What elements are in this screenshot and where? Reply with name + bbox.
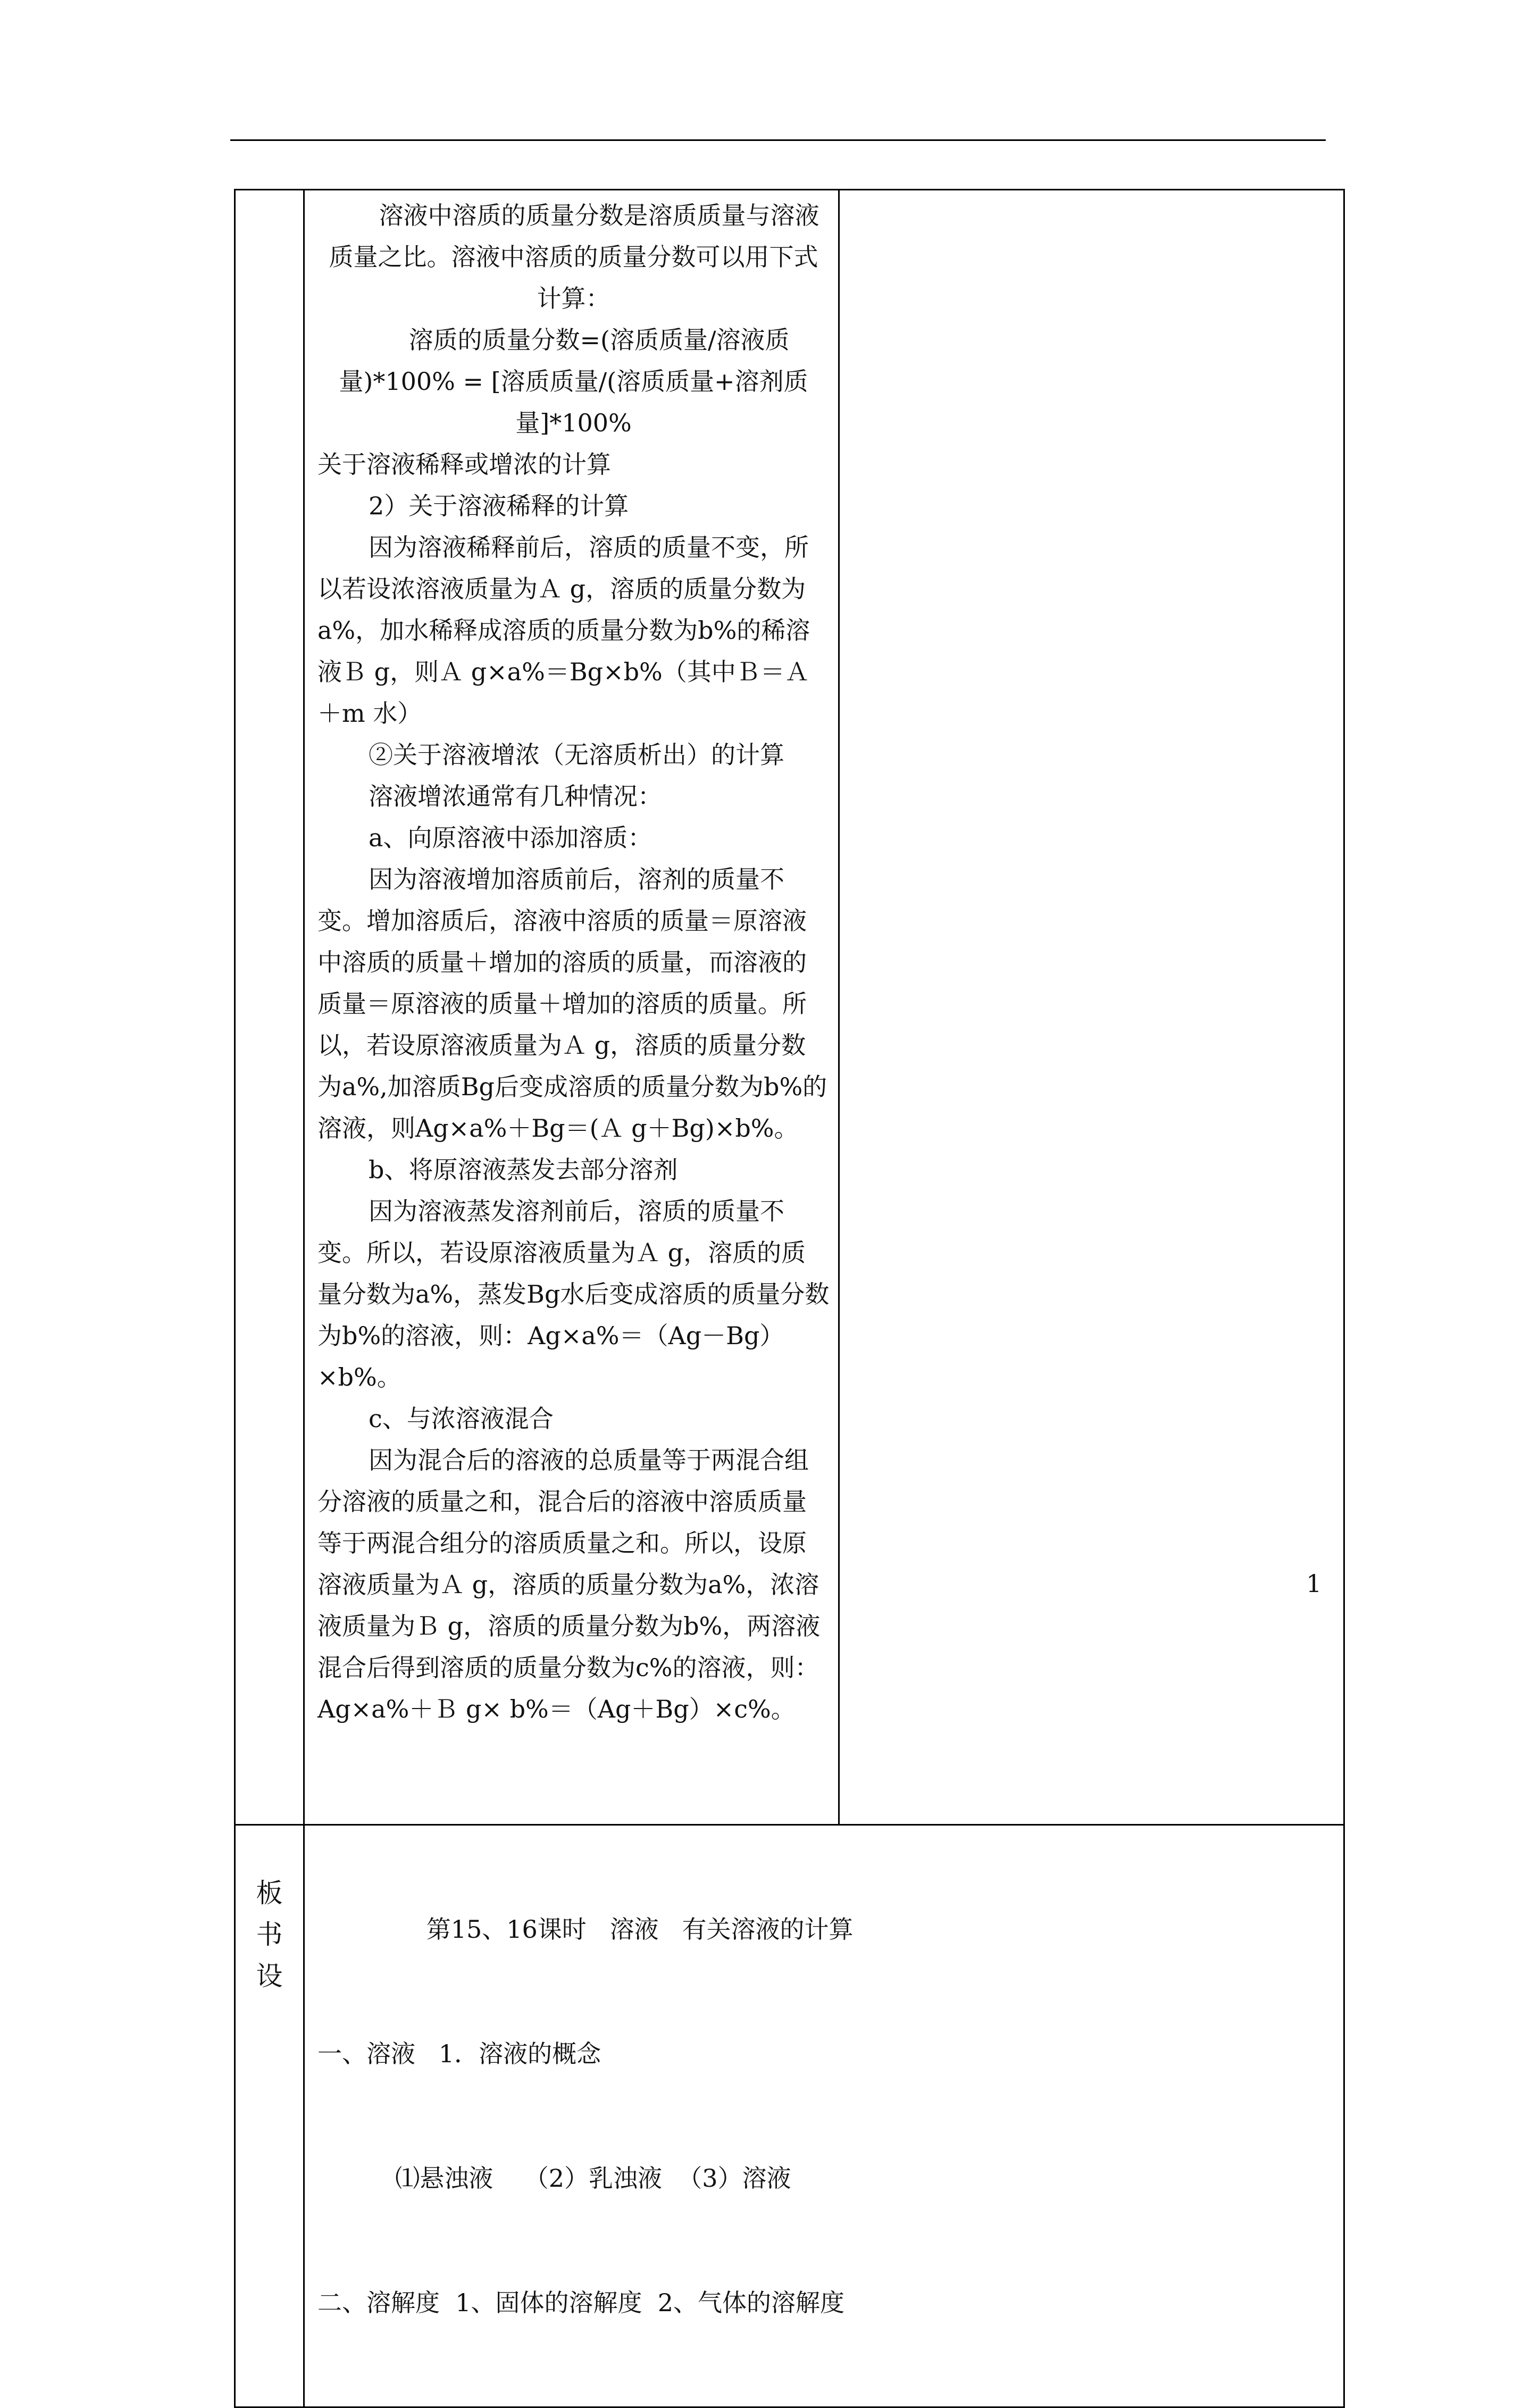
board-label-char: 书 bbox=[256, 1919, 283, 1950]
board-label-cell bbox=[235, 1825, 304, 2407]
board-line: 一、溶液 1．溶液的概念 bbox=[317, 2039, 601, 2068]
board-line: ⑴悬浊液 （2）乳浊液 （3）溶液 bbox=[317, 2164, 791, 2193]
paragraph-heading-dilution: 关于溶液稀释或增浓的计算 bbox=[317, 450, 611, 479]
content-cell bbox=[304, 190, 839, 1825]
paragraph-case-c: 因为混合后的溶液的总质量等于两混合组分溶液的质量之和，混合后的溶液中溶质质量等于两混合组分的溶质质量之和。所以，设原溶液质量为Ａ g，溶质的质量分数为a%，浓溶液质量为Ｂ g，溶质的质量分数为b%，两溶液混合后得到溶质的质量分数为c%的溶液，则：Ag×a%＋Ｂ g× b%＝（Ag＋Bg）×c%。 bbox=[317, 1446, 821, 1723]
paragraph-case-b-title: b、将原溶液蒸发去部分溶剂 bbox=[369, 1155, 678, 1184]
board-label-char: 设 bbox=[256, 1961, 283, 1992]
paragraph-subheading-dilution: 2）关于溶液稀释的计算 bbox=[369, 491, 629, 520]
page-number: 1 bbox=[1306, 1569, 1322, 1598]
lesson-plan-table bbox=[234, 189, 1345, 2408]
paragraph-case-a-title: a、向原溶液中添加溶质： bbox=[369, 823, 653, 852]
board-design bbox=[305, 1826, 1343, 2406]
board-label bbox=[236, 1826, 303, 1997]
board-row bbox=[235, 1825, 1344, 2407]
paragraph-definition: 溶液中溶质的质量分数是溶质质量与溶液质量之比。溶液中溶质的质量分数可以用下式计算： bbox=[329, 201, 819, 313]
paragraph-formula: 溶质的质量分数=(溶质质量/溶液质量)*100% = [溶质质量/(溶质质量+溶剂质量]*100% bbox=[339, 326, 808, 437]
paragraph-case-a: 因为溶液增加溶质前后，溶剂的质量不变。增加溶质后，溶液中溶质的质量＝原溶液中溶质的质量＋增加的溶质的质量，而溶液的质量＝原溶液的质量＋增加的溶质的质量。所以，若设原溶液质量为Ａ g，溶质的质量分数为a%,加溶质Bg后变成溶质的质量分数为b%的溶液，则Ag×a%＋Bg＝(Ａ g＋Bg)×b%。 bbox=[317, 865, 827, 1143]
left-label-cell bbox=[235, 190, 304, 1825]
paragraph-cases: 溶液增浓通常有几种情况： bbox=[369, 782, 662, 811]
paragraph-subheading-concentrate: ②关于溶液增浓（无溶质析出）的计算 bbox=[369, 740, 784, 769]
board-label-char: 板 bbox=[256, 1878, 283, 1909]
notes-cell bbox=[839, 190, 1344, 1825]
paragraph-case-b: 因为溶液蒸发溶剂前后，溶质的质量不变。所以，若设原溶液质量为Ａ g，溶质的质量分数为a%，蒸发Bg水后变成溶质的质量分数为b%的溶液，则：Ag×a%＝（Ag－Bg）×b%。 bbox=[317, 1197, 830, 1392]
board-title: 第15、16课时 溶液 有关溶液的计算 bbox=[317, 1915, 854, 1944]
board-line: 二、溶解度 1、固体的溶解度 2、气体的溶解度 bbox=[317, 2288, 845, 2317]
content-row bbox=[235, 190, 1344, 1825]
header-rule bbox=[230, 139, 1326, 141]
paragraph-dilution: 因为溶液稀释前后，溶质的质量不变，所以若设浓溶液质量为Ａ g，溶质的质量分数为a%，加水稀释成溶质的质量分数为b%的稀溶液Ｂ g，则Ａ g×a%＝Bg×b%（其中Ｂ＝Ａ＋m 水） bbox=[317, 533, 810, 728]
board-content-cell bbox=[304, 1825, 1344, 2407]
content-text bbox=[305, 190, 838, 1736]
paragraph-case-c-title: c、与浓溶液混合 bbox=[369, 1404, 554, 1433]
